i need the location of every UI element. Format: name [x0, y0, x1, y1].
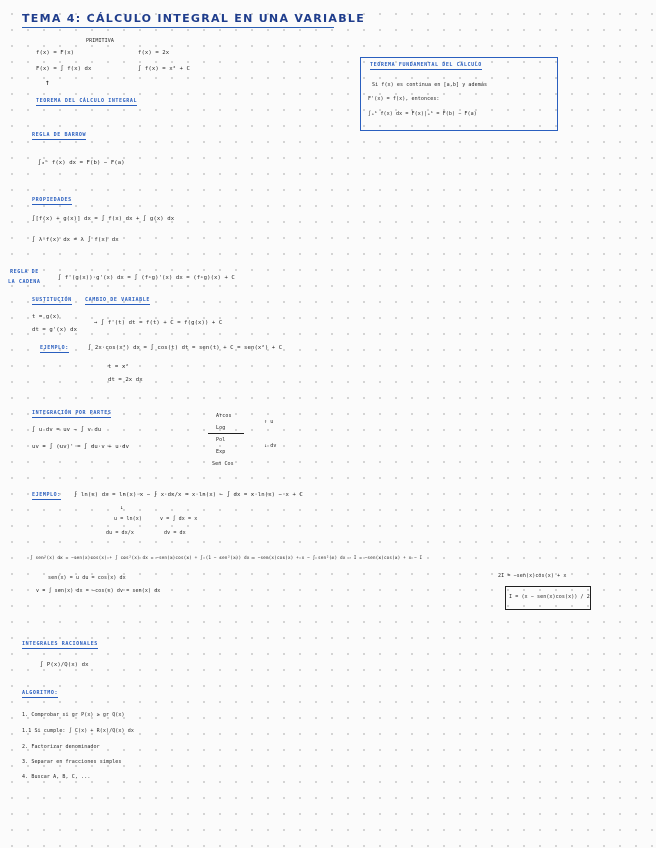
teorema-line-3: ∫ₐᵇ f(x) dx = F(x)|ₐᵇ = F(b) − F(a) — [368, 111, 477, 117]
propiedad-1: ∫[f(x) + g(x)] dx = ∫ f(x) dx + ∫ g(x) dx — [32, 216, 175, 222]
algoritmo-step-4: 4. Buscar A, B, C, ... — [22, 774, 91, 780]
cambio-variable-heading: CAMBIO DE VARIABLE — [85, 297, 150, 303]
F-example: ∫ f(x) = x² + C — [138, 66, 191, 72]
sen2-result: I = (x − sen(x)cos(x)) / 2 — [509, 594, 590, 600]
ejemplo-sust-t: t = x² — [108, 364, 129, 370]
alpes-log: Log — [216, 425, 226, 431]
algoritmo-step-3: 3. Separar en fracciones simples — [22, 759, 122, 765]
cadena-label-1: REGLA DE — [10, 269, 39, 275]
down-arrow-icon: ↓ — [120, 505, 124, 511]
title-underline — [22, 27, 334, 28]
ejemplo-ln-label: EJEMPLO: — [32, 492, 61, 498]
cadena-label-2: LA CADENA — [8, 279, 41, 285]
ejemplo-sust-dt: dt = 2x dx — [108, 377, 143, 383]
ejemplo-sust-formula: ∫ 2x·cos(x²) dx = ∫ cos(t) dt = sen(t) + C = sen(x²) + C — [88, 345, 283, 351]
teorema-line-2: F'(x) = f(x), entonces: — [368, 96, 440, 102]
f-equation: f(x) = F(x) — [36, 50, 75, 56]
alpes-divider — [208, 433, 244, 434]
sustitucion-heading: SUSTITUCIÓN — [32, 297, 72, 303]
sen2-v: v = ∫ sen(x) dx = −cos(x) dv = sen(x) dx — [36, 588, 161, 594]
page-title: TEMA 4: CÁLCULO INTEGRAL EN UNA VARIABLE — [22, 12, 366, 25]
sen2-u: sen(x) = u du = cos(x) dx — [48, 575, 126, 581]
primitiva-note: PRIMITIVA — [86, 38, 114, 44]
sust-result: → ∫ f'(t) dt = f(t) + C = f(g(x)) + C — [94, 320, 223, 326]
ejemplo-ln-v: v = ∫ dx = x — [160, 516, 198, 522]
barrow-heading: REGLA DE BARROW — [32, 132, 87, 138]
dv-arrow-icon: ↓ dv — [264, 443, 277, 449]
racionales-heading: INTEGRALES RACIONALES — [22, 641, 98, 647]
partes-formula-2: uv = ∫ (uv)' = ∫ du·v + u·dv — [32, 444, 130, 450]
ejemplo-sust-label: EJEMPLO: — [40, 345, 69, 351]
u-arrow-icon: ↑ u — [264, 419, 274, 425]
sust-t: t = g(x) — [32, 314, 60, 320]
teorema-line-1: Si f(x) es continua en [a,b] y además — [372, 82, 488, 88]
alpes-exp: Exp — [216, 449, 226, 455]
ejemplo-ln-u: u = ln(x) — [114, 516, 142, 522]
alpes-sen-cos: Sen Cos — [212, 461, 234, 467]
up-arrow-icon: ↑ — [45, 78, 50, 87]
algoritmo-heading: ALGORITMO: — [22, 690, 59, 696]
alpes-pol: Pol — [216, 437, 226, 443]
teorema-heading: TEOREMA DEL CÁLCULO INTEGRAL — [36, 98, 138, 104]
propiedad-2: ∫ λ·f(x) dx = λ ∫ f(x) dx — [32, 237, 119, 243]
algoritmo-step-1: 1. Comprobar si gr P(x) ≥ gr Q(x) — [22, 712, 125, 718]
partes-heading: INTEGRACIÓN POR PARTES — [32, 410, 112, 416]
algoritmo-step-1-1: 1.1 Si cumple: ∫ C(x) + R(x)/Q(x) dx — [22, 728, 134, 734]
racionales-formula: ∫ P(x)/Q(x) dx — [40, 662, 89, 668]
F-equation: F(x) = ∫ f(x) dx — [36, 66, 92, 72]
algoritmo-step-2: 2. Factorizar denominador — [22, 744, 100, 750]
alpes-arcos: Arcos — [216, 413, 232, 419]
sust-dt: dt = g'(x) dx — [32, 327, 78, 333]
ejemplo-ln-dv: dv = dx — [164, 530, 186, 536]
ejemplo-ln-formula: ∫ ln(x) dx = ln(x)·x − ∫ x·dx/x = x·ln(x) − ∫ dx = x·ln(x) − x + C — [74, 492, 303, 498]
cadena-formula: ∫ f'(g(x))·g'(x) dx = ∫ (f∘g)'(x) dx = (f∘g)(x) + C — [58, 275, 235, 281]
sen2-two-i: 2I = −sen(x)cos(x) + x — [498, 573, 567, 579]
sen2-derivation: ∫ sen²(x) dx = −sen(x)cos(x) + ∫ cos²(x) dx = −sen(x)cos(x) + ∫ (1 − sen²(x)) dx = −sen(x)cos(x) + x − ∫ sen²(x) dx ⇒ I = −sen(x)cos(x) + x − I — [30, 556, 423, 561]
barrow-formula: ∫ₐᵇ f(x) dx = F(b) − F(a) — [38, 160, 125, 166]
partes-formula-1: ∫ u dv = uv − ∫ v du — [32, 427, 102, 433]
teorema-fundamental-title: TEOREMA FUNDAMENTAL DEL CÁLCULO — [370, 62, 482, 68]
ejemplo-ln-du: du = dx/x — [106, 530, 134, 536]
f-example: f(x) = 2x — [138, 50, 170, 56]
propiedades-heading: PROPIEDADES — [32, 197, 72, 203]
